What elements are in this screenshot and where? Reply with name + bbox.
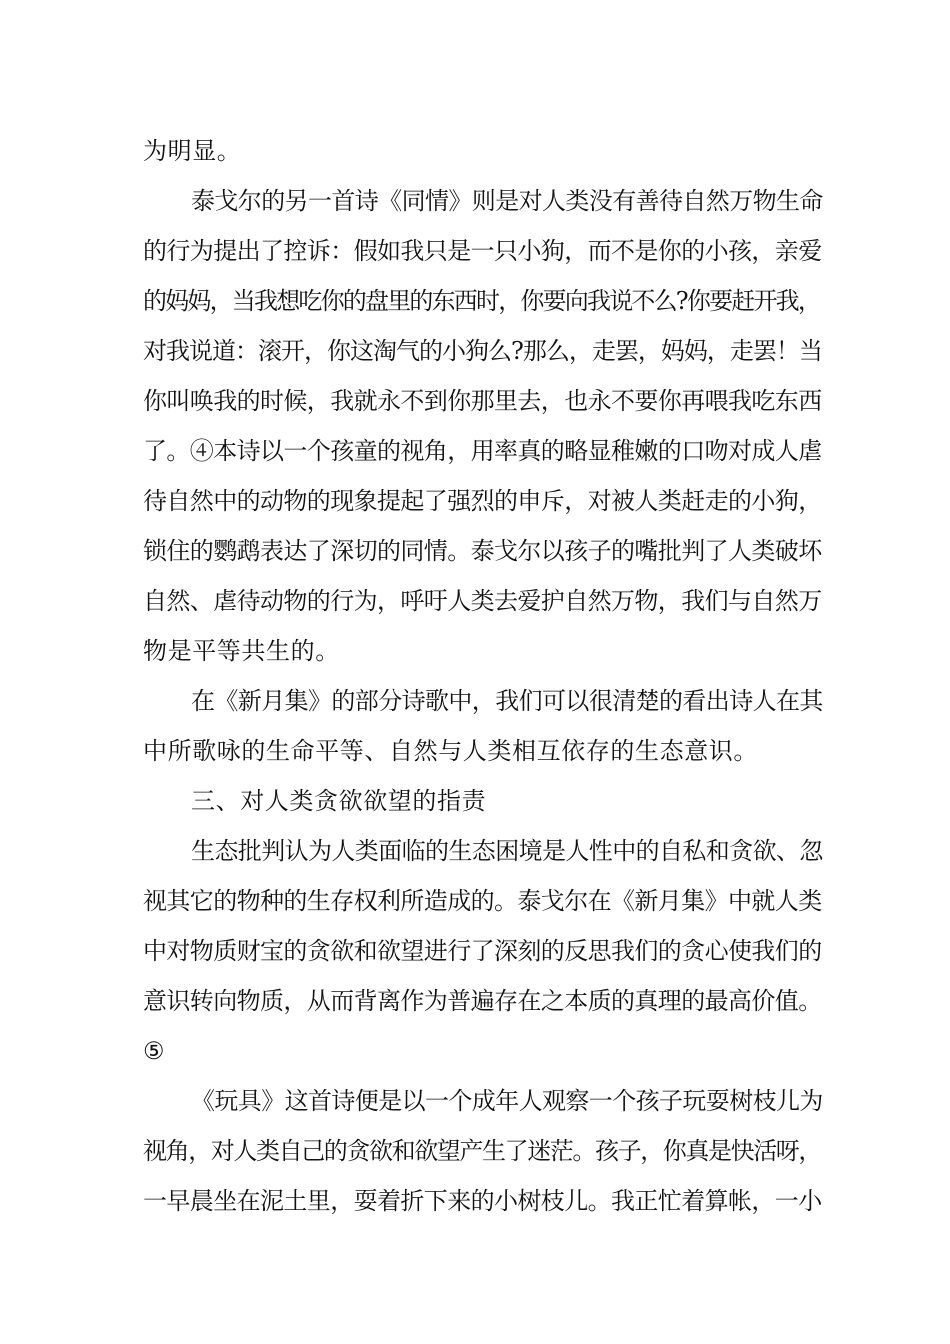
text-line: 物是平等共生的。 [143, 637, 340, 665]
text-line: 中对物质财宝的贪欲和欲望进行了深刻的反思我们的贪心使我们的 [143, 937, 822, 965]
paragraph-start-line: 《玩具》这首诗便是以一个成年人观察一个孩子玩耍树枝儿为 [191, 1087, 823, 1115]
text-line: 视角，对人类自己的贪欲和欲望产生了迷茫。孩子，你真是快活呀， [143, 1137, 821, 1165]
text-line: 视其它的物种的生存权利所造成的。泰戈尔在《新月集》中就人类 [143, 887, 822, 915]
section-heading: 三、对人类贪欲欲望的指责 [191, 787, 487, 815]
text-line: 待自然中的动物的现象提起了强烈的申斥，对被人类赶走的小狗， [143, 487, 822, 515]
text-line: 自然、虐待动物的行为，呼吁人类去爱护自然万物，我们与自然万 [143, 587, 822, 615]
text-line: 中所歌咏的生命平等、自然与人类相互依存的生态意识。 [143, 737, 758, 765]
text-line: 你叫唤我的时候，我就永不到你那里去，也永不要你再喂我吃东西 [143, 387, 822, 415]
text-line: 的妈妈，当我想吃你的盘里的东西时，你要向我说不么?你要赶开我， [143, 287, 821, 315]
paragraph-start-line: 生态批判认为人类面临的生态困境是人性中的自私和贪欲、忽 [191, 837, 823, 865]
text-line: 对我说道：滚开，你这淘气的小狗么?那么，走罢，妈妈，走罢！当 [143, 337, 822, 365]
text-line: 锁住的鹦鹉表达了深切的同情。泰戈尔以孩子的嘴批判了人类破坏 [143, 537, 822, 565]
text-line: 了。④本诗以一个孩童的视角，用率真的略显稚嫩的口吻对成人虐 [143, 437, 822, 465]
paragraph-start-line: 在《新月集》的部分诗歌中，我们可以很清楚的看出诗人在其 [191, 687, 823, 715]
text-line: 意识转向物质，从而背离作为普遍存在之本质的真理的最高价值。 [143, 987, 822, 1015]
text-line: 一早晨坐在泥土里，耍着折下来的小树枝儿。我正忙着算帐，一小 [143, 1187, 822, 1215]
paragraph-start-line: 泰戈尔的另一首诗《同情》则是对人类没有善待自然万物生命 [191, 187, 823, 215]
text-line: 的行为提出了控诉：假如我只是一只小狗，而不是你的小孩，亲爱 [143, 237, 822, 265]
text-line: 为明显。 [143, 137, 242, 165]
footnote-marker: ⑤ [143, 1037, 166, 1065]
